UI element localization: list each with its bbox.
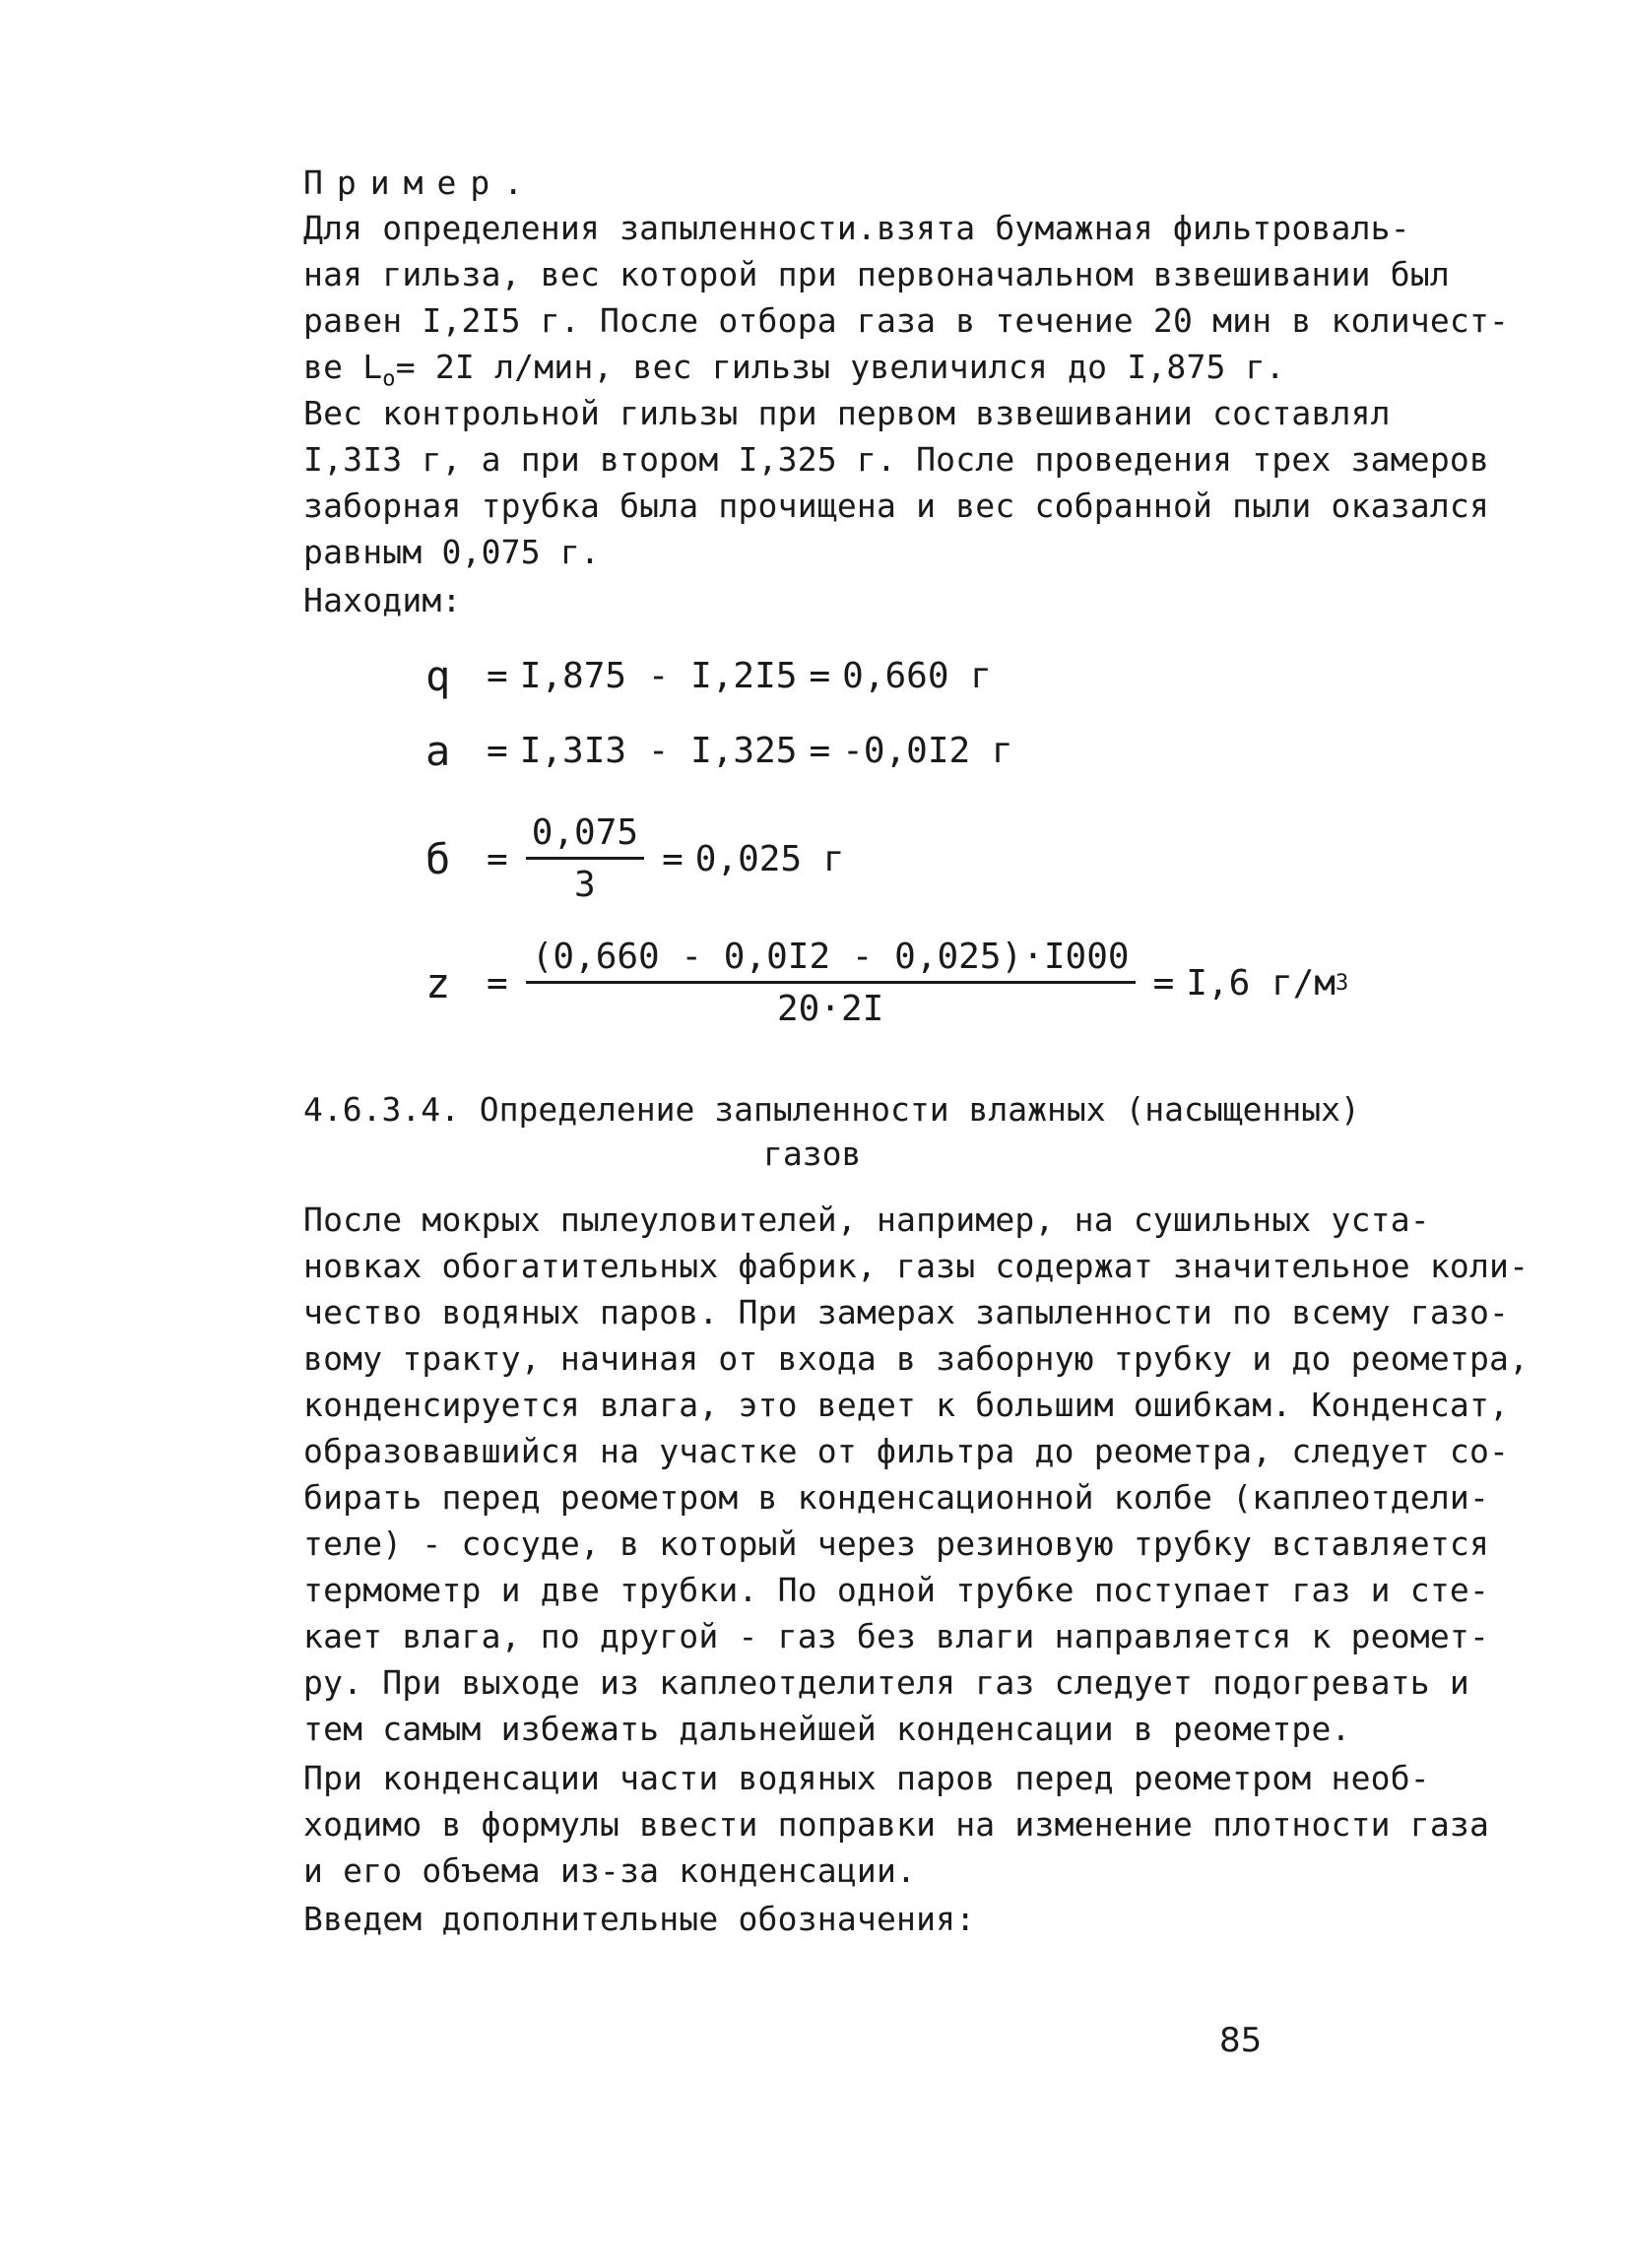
flow-symbol: L bbox=[362, 348, 383, 386]
equation-z-equals-2: = bbox=[1152, 963, 1175, 1004]
body-para1-line-8: теле) - сосуде, в который через резиновую трубку вставляется bbox=[303, 1524, 1490, 1563]
example-para2-line-2: I,3I3 г, а при втором I,325 г. После проведения трех замеров bbox=[303, 440, 1490, 479]
example-para1-line-3: равен I,2I5 г. После отбора газа в течение 20 мин в количест- bbox=[303, 301, 1510, 340]
equation-q bbox=[425, 652, 992, 700]
equation-b-result: 0,025 г bbox=[694, 839, 845, 879]
body-para1-line-6: образовавшийся на участке от фильтра до реометра, следует со- bbox=[303, 1432, 1510, 1470]
equation-a bbox=[425, 727, 1013, 775]
equation-q-result: 0,660 г bbox=[842, 656, 992, 696]
equation-z bbox=[425, 938, 1348, 1029]
example-para1-line-2: ная гильза, вес которой при первоначальном взвешивании был bbox=[303, 255, 1450, 293]
body-para1-line-2: новках обогатительных фабрик, газы содержат значительное коли- bbox=[303, 1247, 1530, 1285]
example-para2-line-1: Вес контрольной гильзы при первом взвешивании составлял bbox=[303, 394, 1391, 432]
equation-b bbox=[425, 813, 844, 905]
body-para2-line-2: ходимо в формулы ввести поправки на изменение плотности газа bbox=[303, 1805, 1490, 1844]
equation-b-equals: = bbox=[487, 839, 508, 879]
equation-q-expression: I,875 - I,2I5 bbox=[519, 656, 798, 696]
page-number: 85 bbox=[1219, 2021, 1263, 2060]
equation-b-fraction bbox=[526, 813, 644, 905]
body-para1-line-3: чество водяных паров. При замерах запыленности по всему газо- bbox=[303, 1293, 1510, 1331]
equation-q-symbol: q bbox=[425, 652, 451, 700]
body-para2-line-3: и его объема из-за конденсации. bbox=[303, 1851, 917, 1890]
equation-q-equals-2: = bbox=[809, 656, 831, 696]
body-para1-line-12: тем самым избежать дальнейшей конденсации в реометре. bbox=[303, 1710, 1351, 1748]
body-para1-line-1: После мокрых пылеуловителей, например, на сушильных уста- bbox=[303, 1200, 1430, 1239]
equation-b-numerator: 0,075 bbox=[526, 813, 644, 860]
equation-z-result-exponent: 3 bbox=[1335, 971, 1349, 996]
body-para1-line-10: кает влага, по другой - газ без влаги направляется к реомет- bbox=[303, 1617, 1490, 1655]
equation-a-expression: I,3I3 - I,325 bbox=[519, 731, 798, 771]
equation-b-equals-2: = bbox=[662, 839, 684, 879]
equation-b-denominator: 3 bbox=[574, 865, 596, 905]
example-para1-line-4-prefix: ве bbox=[303, 348, 363, 386]
flow-symbol-subscript: o bbox=[382, 366, 396, 392]
section-title-line-2: газов bbox=[763, 1134, 862, 1173]
body-para1-line-4: вому тракту, начиная от входа в заборную трубку и до реометра, bbox=[303, 1339, 1530, 1378]
example-para2-line-3: заборная трубка была прочищена и вес собранной пыли оказался bbox=[303, 486, 1490, 525]
body-para1-line-11: ру. При выходе из каплеотделителя газ следует подогревать и bbox=[303, 1663, 1469, 1702]
body-para3: Введем дополнительные обозначения: bbox=[303, 1900, 976, 1938]
example-para1-line-1: Для определения запыленности.взята бумажная фильтроваль- bbox=[303, 209, 1410, 247]
body-para1-line-9: термометр и две трубки. По одной трубке поступает газ и сте- bbox=[303, 1571, 1490, 1609]
equation-a-equals-2: = bbox=[809, 731, 831, 771]
equation-z-denominator: 20·2I bbox=[776, 989, 884, 1029]
equation-z-fraction bbox=[526, 938, 1136, 1029]
equation-q-equals: = bbox=[487, 656, 508, 696]
equation-a-symbol: a bbox=[425, 727, 451, 775]
equation-a-result: -0,0I2 г bbox=[842, 731, 1013, 771]
equation-a-equals: = bbox=[487, 731, 508, 771]
find-label: Находим: bbox=[303, 581, 462, 619]
example-para2-line-4: равным 0,075 г. bbox=[303, 533, 601, 571]
body-para1-line-5: конденсируется влага, это ведет к большим ошибкам. Конденсат, bbox=[303, 1386, 1510, 1424]
body-para2-line-1: При конденсации части водяных паров перед реометром необ- bbox=[303, 1759, 1430, 1797]
equation-b-symbol: б bbox=[425, 835, 451, 883]
section-title-line-1: 4.6.3.4. Определение запыленности влажных (насыщенных) bbox=[303, 1090, 1360, 1129]
example-heading: Пример. bbox=[303, 163, 538, 202]
equation-z-equals: = bbox=[487, 963, 508, 1004]
body-para1-line-7: бирать перед реометром в конденсационной колбе (каплеотдели- bbox=[303, 1478, 1490, 1517]
equation-z-numerator: (0,660 - 0,0I2 - 0,025)·I000 bbox=[526, 938, 1136, 984]
equation-z-symbol: z bbox=[425, 959, 451, 1007]
equation-z-result: I,6 г/м bbox=[1186, 963, 1336, 1004]
example-para1-line-4-rest: = 2I л/мин, вес гильзы увеличился до I,875 г. bbox=[395, 348, 1285, 386]
